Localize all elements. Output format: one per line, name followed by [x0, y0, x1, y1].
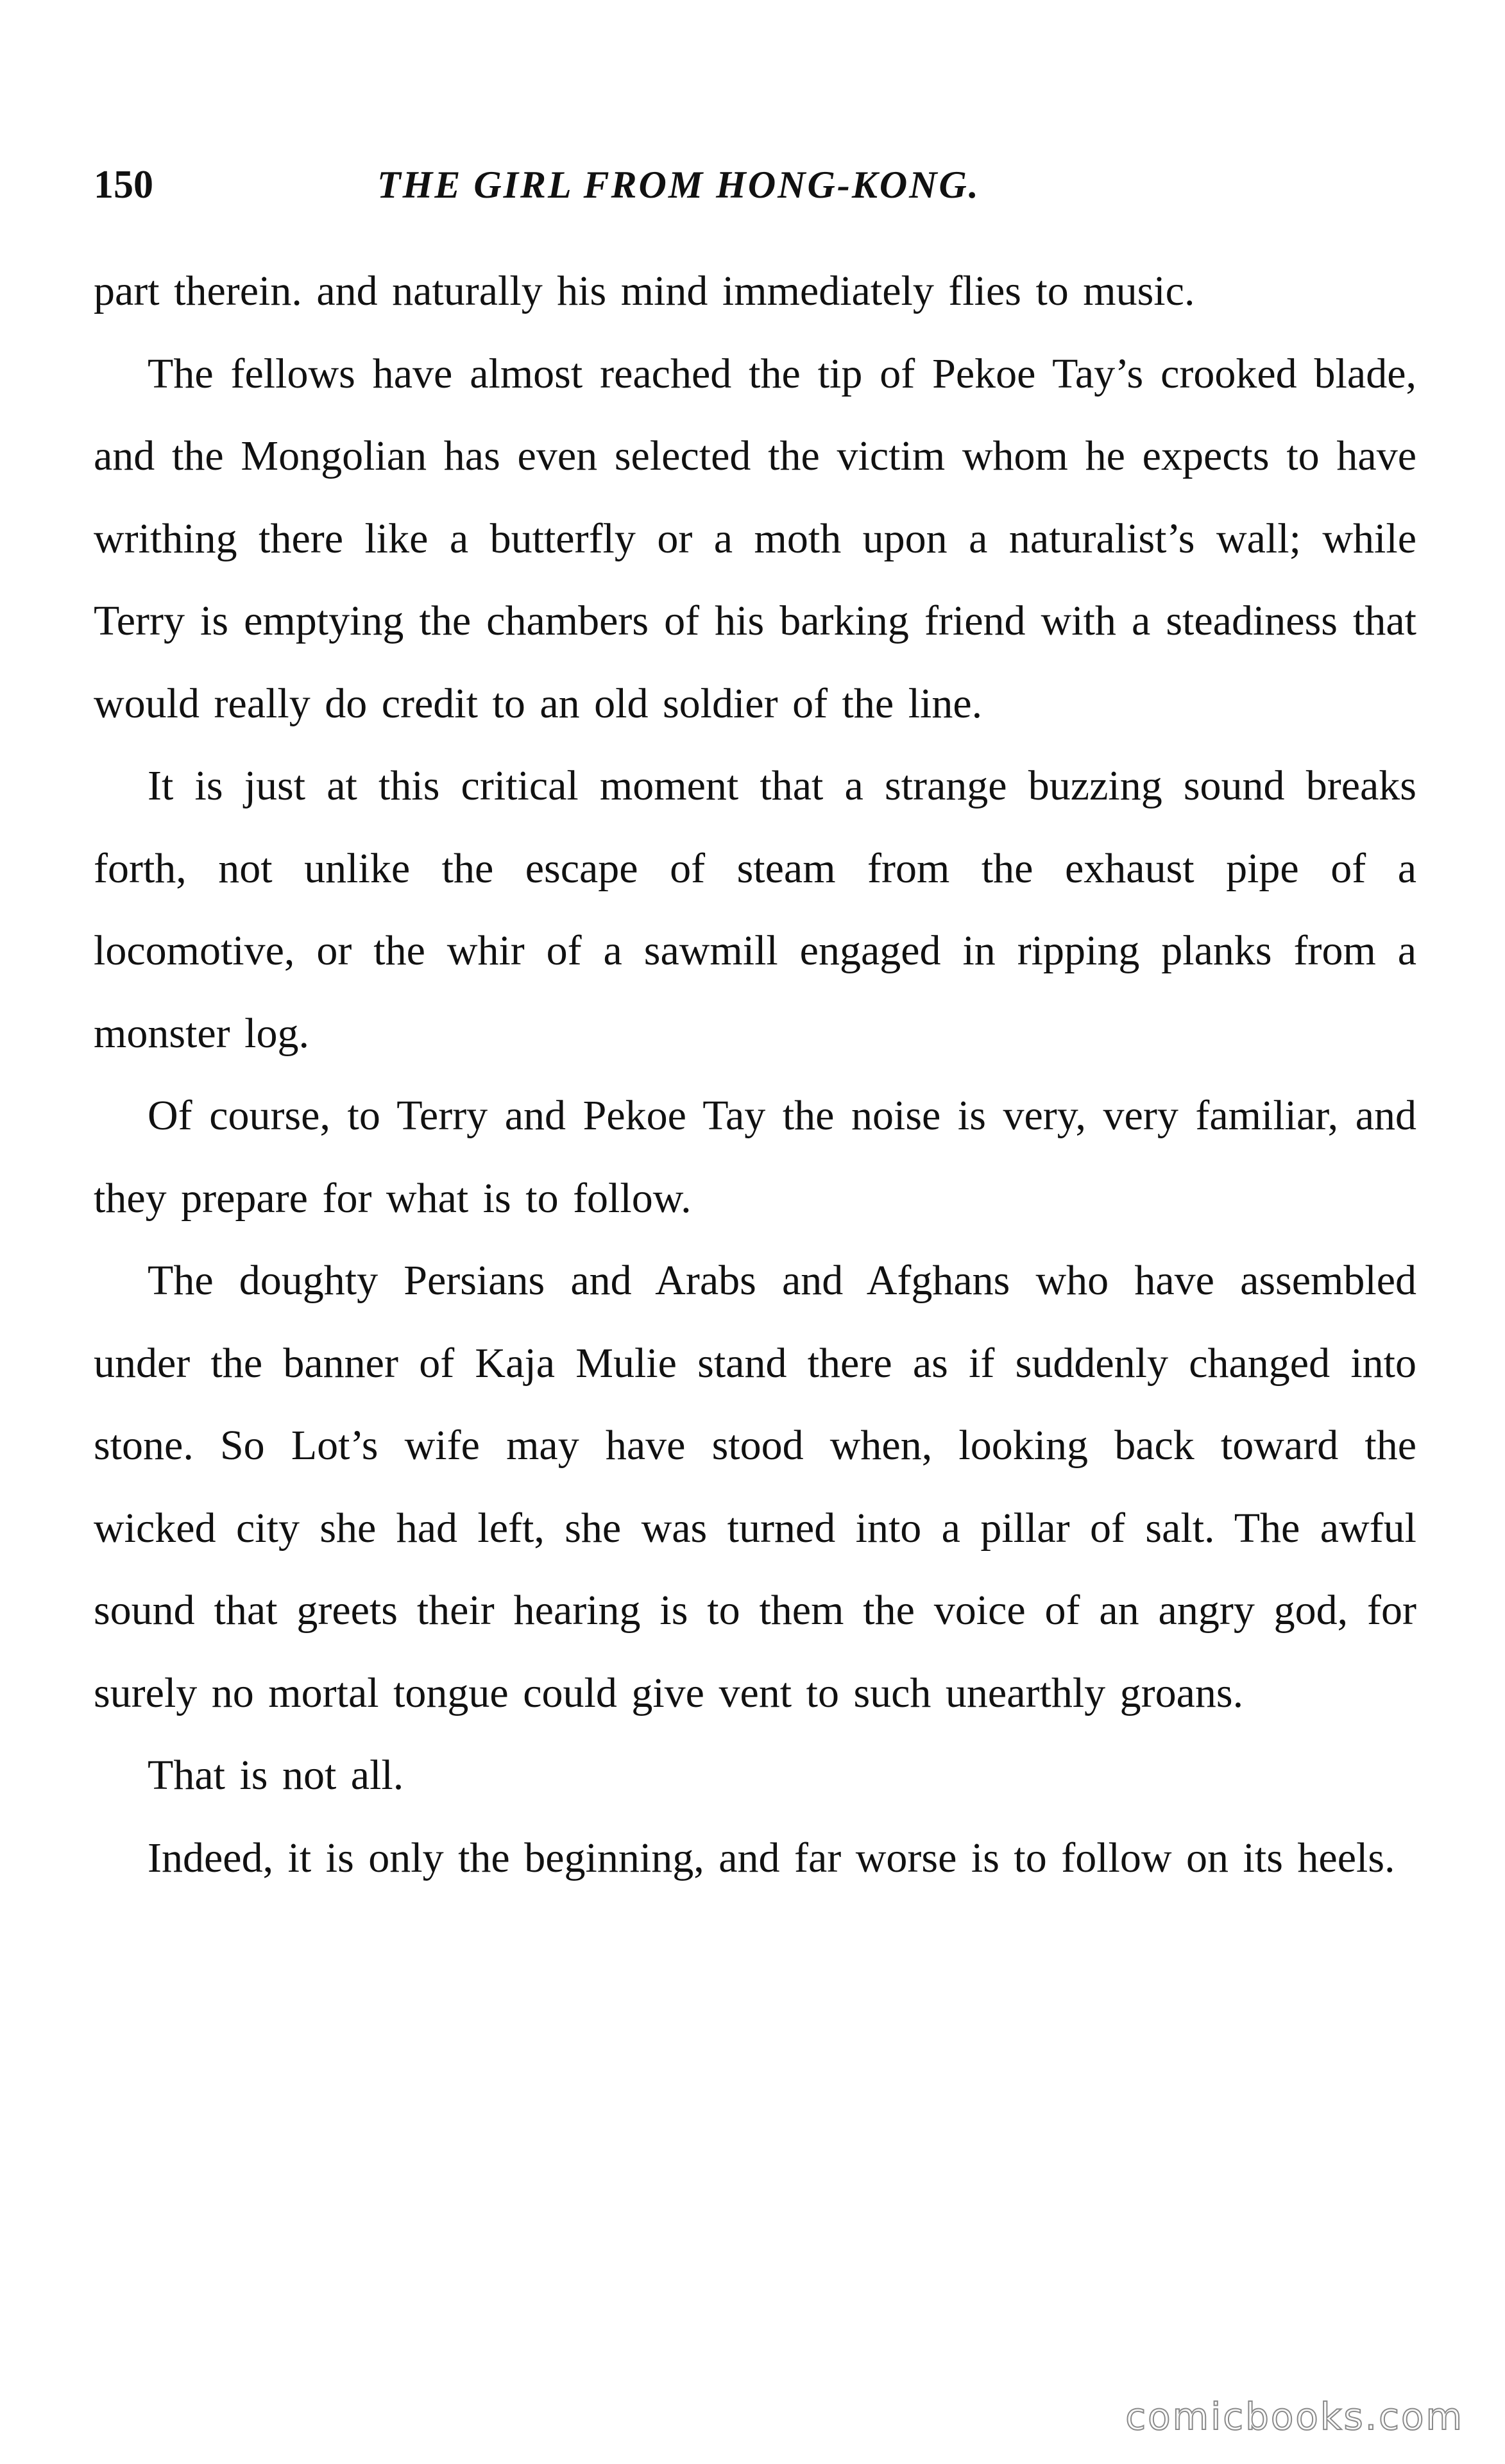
paragraph: Of course, to Terry and Pekoe Tay the noise is very, very familiar, and they prepare for what is to follow. [94, 1092, 1416, 1222]
paragraph: The fellows have almost reached the tip of Pekoe Tay’s crooked blade, and the Mongolian has even selected the victim whom he expects to have writhing there like a butterfly or a moth upon a naturalist’s wall; while Terry is emptying the chambers of his barking friend with a steadiness that would really do credit to an old soldier of the line. [94, 350, 1416, 727]
body-text [94, 250, 1416, 1899]
paragraph: The doughty Persians and Arabs and Afghans who have assembled under the banner of Kaja Mulie stand there as if suddenly changed into stone. So Lot’s wife may have stood when, looking back toward the wicked city she had left, she was turned into a pillar of salt. The awful sound that greets their hearing is to them the voice of an angry god, for surely no mortal tongue could give vent to such unearthly groans. [94, 1257, 1416, 1716]
running-title: THE GIRL FROM HONG-KONG. [377, 164, 980, 206]
paragraph: part therein. and naturally his mind immediately flies to music. [94, 268, 1195, 314]
watermark: comicbooks.com [1125, 2395, 1464, 2438]
page-number: 150 [94, 163, 153, 207]
paragraph: That is not all. [148, 1752, 404, 1799]
page-header [94, 159, 1415, 210]
paragraph: It is just at this critical moment that a strange buzzing sound breaks forth, not unlike the escape of steam from the exhaust pipe of a locomotive, or the whir of a sawmill engaged in ripping planks from a monster log. [94, 762, 1416, 1057]
paragraph: Indeed, it is only the beginning, and far worse is to follow on its heels. [148, 1834, 1395, 1881]
